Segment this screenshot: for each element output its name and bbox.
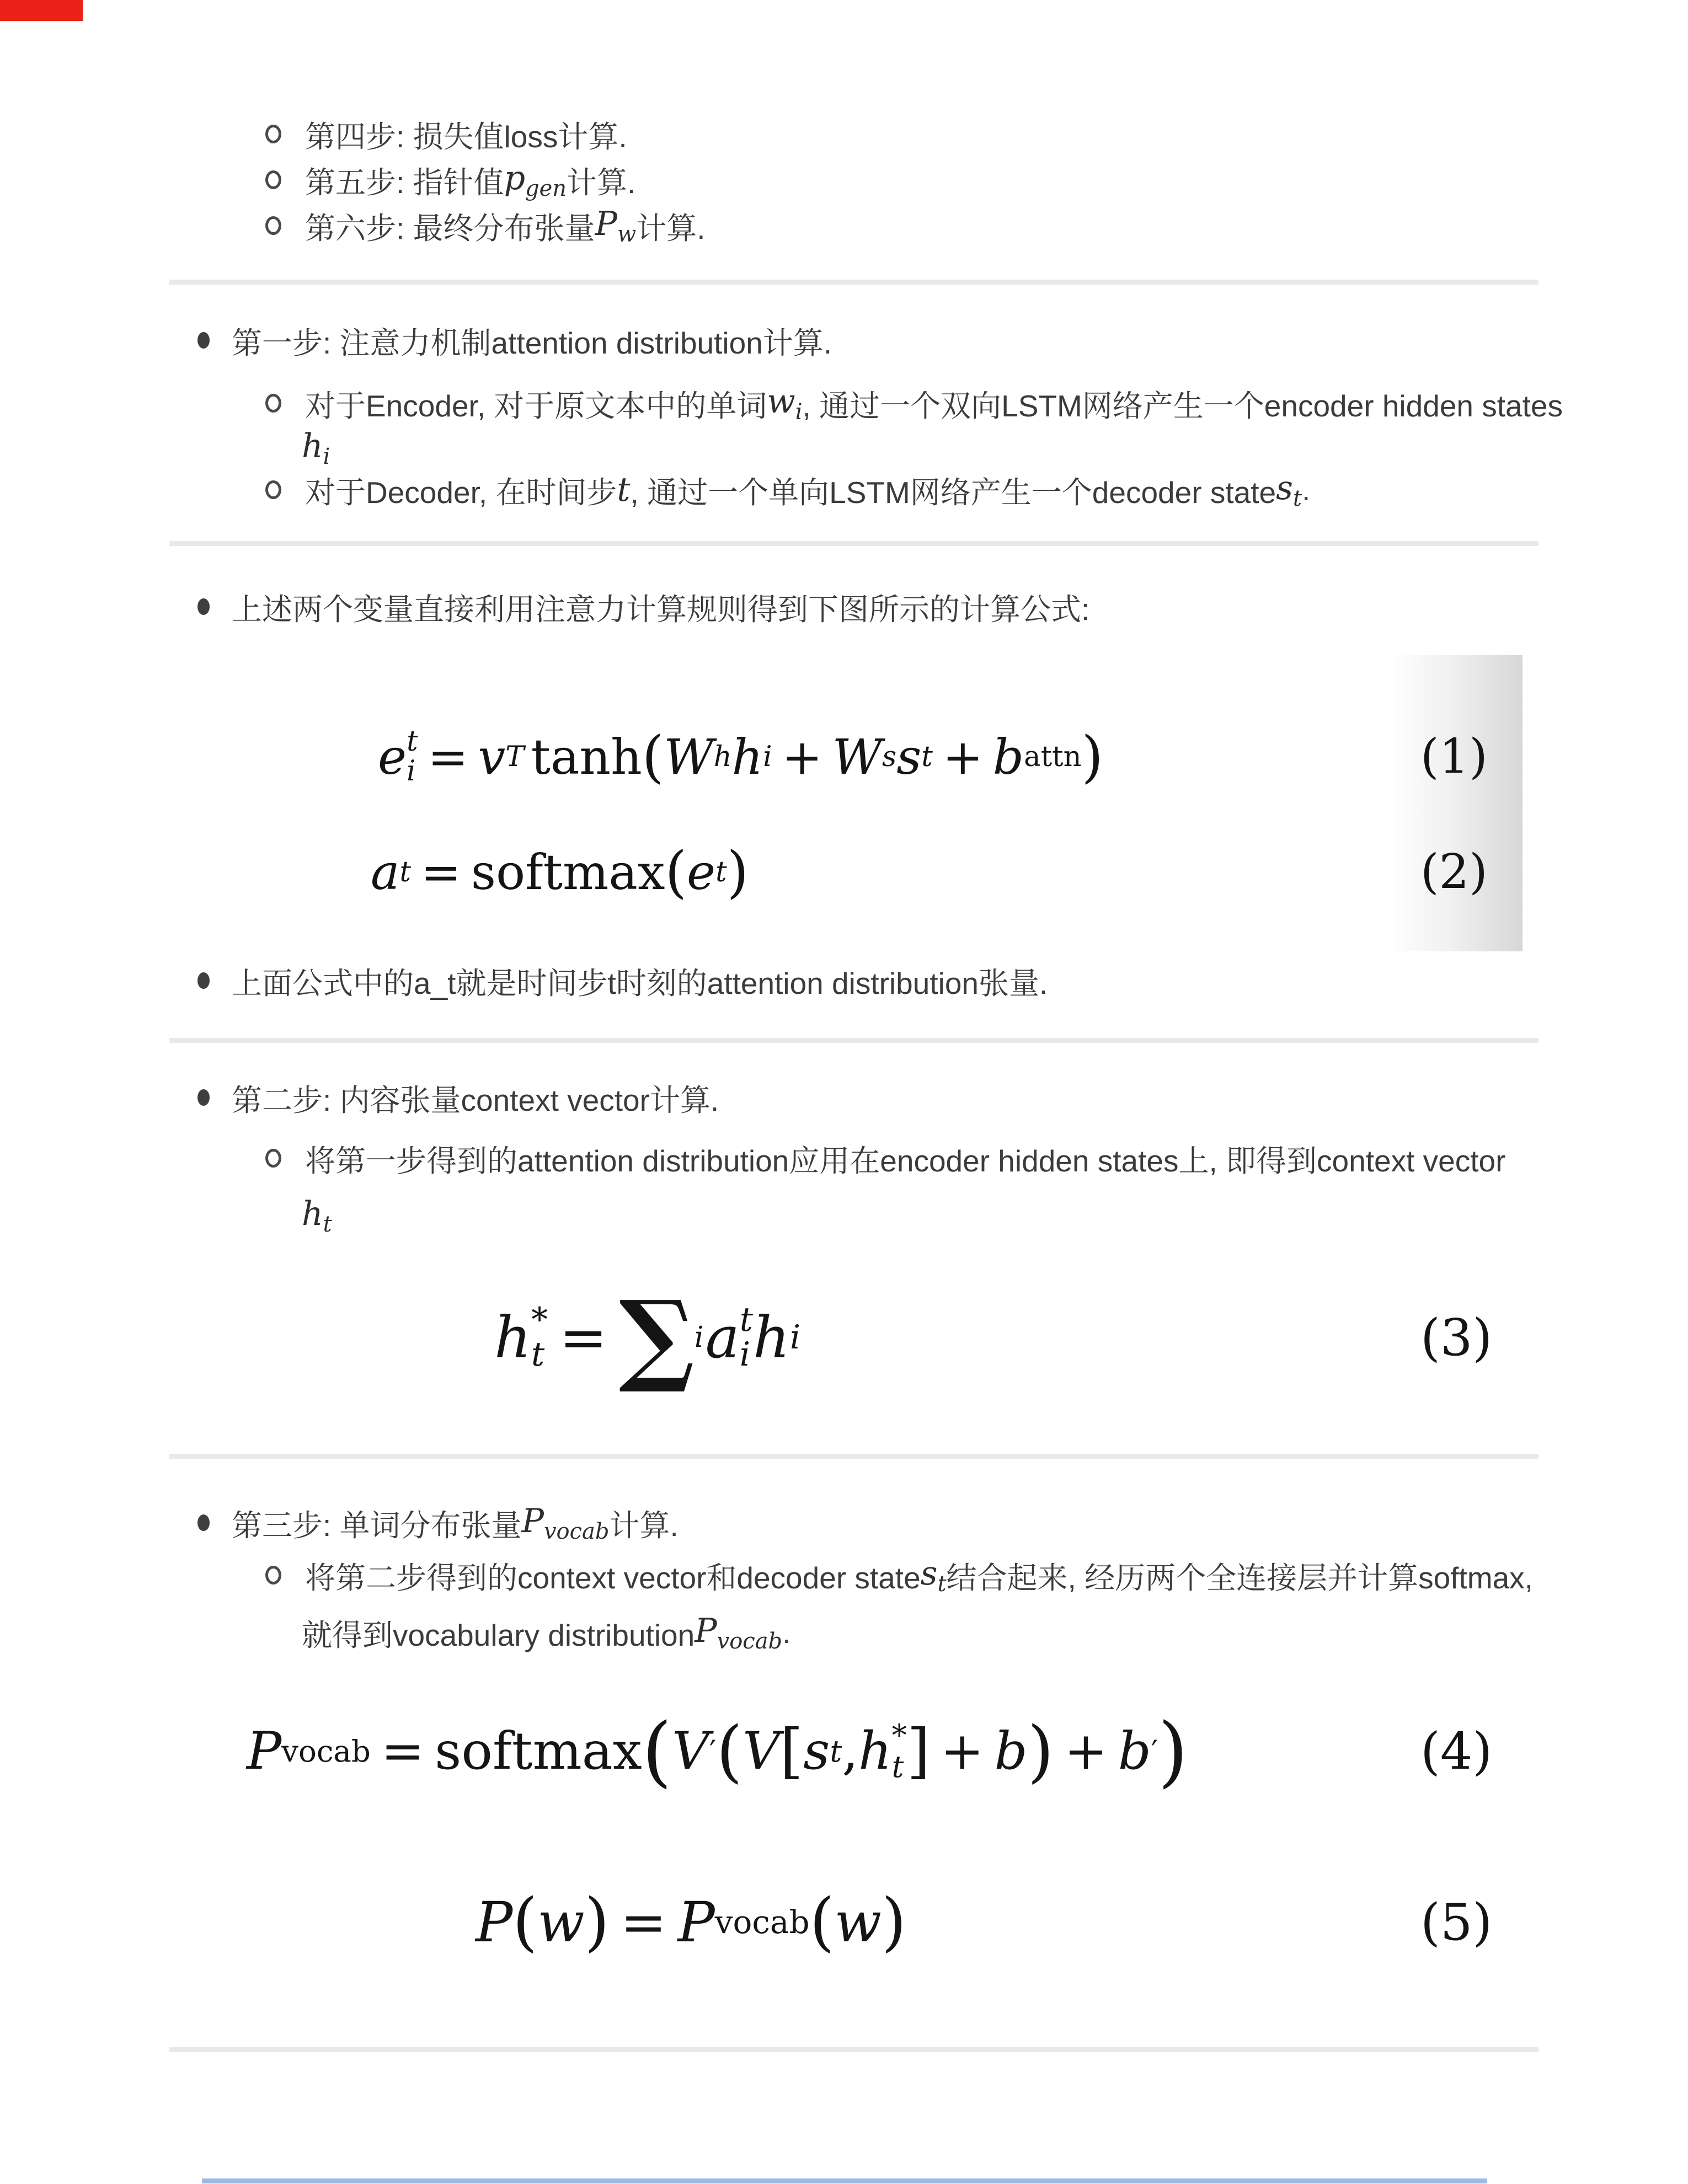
math-term: s xyxy=(803,1721,830,1781)
math-sub: i xyxy=(763,740,772,773)
step1-title: 第一步: 注意力机制attention distribution计算. xyxy=(232,325,832,360)
math-sub: vocab xyxy=(281,1733,371,1769)
inline-math: $p_{gen}$ xyxy=(504,158,567,201)
math-comma: , xyxy=(842,1721,859,1781)
math-term: a xyxy=(705,1304,740,1371)
math-term: s xyxy=(896,728,922,785)
divider xyxy=(169,280,1539,285)
encoder-text: 对于Encoder, 对于原文本中的单词 xyxy=(305,388,767,423)
math-supsub: t i xyxy=(739,1300,753,1374)
math-term: V xyxy=(742,1721,780,1781)
sigma-sum-icon: ∑ xyxy=(618,1278,695,1396)
list-item xyxy=(265,204,705,248)
math-operator: = xyxy=(381,1721,425,1781)
bullet-icon xyxy=(197,598,210,615)
decoder-text: . xyxy=(1301,473,1311,507)
hollow-bullet-icon xyxy=(265,170,281,189)
math-paren: ( xyxy=(716,1712,742,1790)
math-sub: h xyxy=(713,740,732,773)
math-term: w xyxy=(834,1889,882,1955)
step3-title: 计算. xyxy=(609,1508,679,1543)
math-sub: attn xyxy=(1024,740,1082,773)
math-term: V xyxy=(672,1721,709,1781)
math-operator: + xyxy=(940,1721,984,1781)
inline-math: $s_t$ xyxy=(920,1554,947,1597)
bottom-edge-line xyxy=(202,2178,1487,2183)
divider xyxy=(169,1038,1539,1043)
math-paren: ( xyxy=(665,839,687,904)
math-term: P xyxy=(247,1721,282,1781)
inline-math: $s_t$ xyxy=(1276,468,1302,511)
math-supsub: * t xyxy=(891,1717,907,1784)
step3-detail: 就得到vocabulary distribution xyxy=(302,1618,695,1652)
equation-3 xyxy=(0,1266,1688,1409)
math-term: a xyxy=(371,843,400,901)
step3-detail: . xyxy=(782,1615,791,1650)
math-operator: + xyxy=(942,728,984,785)
hollow-bullet-icon xyxy=(265,216,281,235)
math-term: h xyxy=(752,1304,790,1371)
inline-math: $P_w$ xyxy=(595,204,637,247)
list-item xyxy=(265,468,1310,512)
list-item xyxy=(197,1075,719,1120)
list-item xyxy=(197,959,1048,1003)
equation-number: (3) xyxy=(1420,1308,1493,1367)
math-term: v xyxy=(478,728,506,785)
math-operator: = xyxy=(620,1889,667,1955)
step3-title: 第三步: 单词分布张量 xyxy=(232,1508,522,1543)
math-term: b xyxy=(994,1721,1028,1781)
math-prime: ′ xyxy=(1151,1733,1158,1769)
list-item xyxy=(265,381,1563,425)
math-term: w xyxy=(537,1889,585,1955)
inline-math: $w_i$ xyxy=(767,382,803,425)
list-item xyxy=(265,1553,1533,1597)
math-paren: ) xyxy=(1027,1712,1054,1790)
divider xyxy=(169,1454,1539,1459)
math-prime: ′ xyxy=(709,1733,717,1769)
divider xyxy=(169,2047,1539,2052)
math-sub: s xyxy=(882,740,897,773)
math-paren: ( xyxy=(512,1885,538,1959)
list-item-text: 第五步: 指针值 xyxy=(305,165,504,200)
inline-math: t xyxy=(617,470,631,509)
math-paren: ( xyxy=(642,1706,672,1796)
math-term: W xyxy=(832,728,882,785)
equation-4 xyxy=(0,1685,1688,1817)
math-bracket: [ xyxy=(779,1716,804,1786)
note-text: 上面公式中的a_t就是时间步t时刻的attention distribution张量. xyxy=(232,966,1048,1000)
math-term: h xyxy=(494,1304,531,1371)
inline-math: $h_t$ xyxy=(302,1194,332,1237)
math-sub: vocab xyxy=(714,1903,810,1941)
math-operator: = xyxy=(428,728,468,785)
list-item-text: 第四步: 损失值loss计算. xyxy=(305,119,627,154)
step3-detail: 将第二步得到的context vector和decoder state xyxy=(305,1560,921,1595)
math-function: tanh xyxy=(531,728,642,785)
math-paren: ) xyxy=(584,1885,610,1959)
equation-2 xyxy=(0,811,1688,933)
math-function: softmax xyxy=(471,843,665,901)
decoder-text: , 通过一个单向LSTM网络产生一个decoder state xyxy=(630,475,1276,510)
math-term: e xyxy=(378,728,407,785)
equation-number: (2) xyxy=(1420,844,1488,900)
list-item xyxy=(265,112,627,156)
hollow-bullet-icon xyxy=(265,394,281,413)
list-item-text: 计算. xyxy=(567,165,636,200)
list-item xyxy=(197,1501,679,1545)
math-sup: T xyxy=(505,740,525,773)
hollow-bullet-icon xyxy=(265,480,281,499)
math-term: P xyxy=(476,1889,513,1955)
equation-1 xyxy=(0,696,1688,817)
math-sup: t xyxy=(399,855,411,888)
equation-number: (1) xyxy=(1420,729,1488,784)
math-paren: ) xyxy=(727,839,749,904)
list-item-text: 计算. xyxy=(636,211,706,245)
math-function: softmax xyxy=(435,1721,642,1781)
equation-number: (5) xyxy=(1420,1892,1493,1952)
hollow-bullet-icon xyxy=(265,125,281,143)
math-paren: ) xyxy=(882,1885,906,1959)
note-text: 上述两个变量直接利用注意力计算规则得到下图所示的计算公式: xyxy=(232,592,1090,627)
equation-5 xyxy=(0,1856,1688,1988)
math-paren: ) xyxy=(1158,1706,1188,1796)
inline-math: $P_{vocab}$ xyxy=(695,1611,783,1654)
bullet-icon xyxy=(197,332,210,349)
math-sub: i xyxy=(789,1318,801,1357)
hollow-bullet-icon xyxy=(265,1149,281,1168)
equation-number: (4) xyxy=(1420,1721,1493,1781)
step3-detail: 结合起来, 经历两个全连接层并计算softmax, xyxy=(946,1560,1533,1595)
math-supsub: * t xyxy=(531,1300,548,1374)
bullet-icon xyxy=(197,972,210,989)
list-item xyxy=(265,158,635,202)
list-item-text: 第六步: 最终分布张量 xyxy=(305,211,595,245)
math-term: b xyxy=(1118,1721,1151,1781)
record-indicator xyxy=(0,0,83,21)
math-bracket: ] xyxy=(906,1716,931,1786)
step2-title: 第二步: 内容张量context vector计算. xyxy=(232,1083,719,1117)
math-term: h xyxy=(858,1721,892,1781)
math-operator: = xyxy=(420,843,462,901)
math-paren: ( xyxy=(642,724,664,789)
math-term: P xyxy=(677,1889,715,1955)
math-operator: + xyxy=(782,728,822,785)
hollow-bullet-icon xyxy=(265,1566,281,1585)
decoder-text: 对于Decoder, 在时间步 xyxy=(305,475,617,510)
inline-math: $h_i$ xyxy=(302,426,330,469)
math-paren: ( xyxy=(809,1885,835,1959)
math-paren: ) xyxy=(1081,724,1103,789)
divider xyxy=(169,541,1539,546)
list-item-continuation xyxy=(302,1610,790,1655)
math-operator: + xyxy=(1064,1721,1108,1781)
step2-detail: 将第一步得到的attention distribution应用在encoder hidden states上, 即得到context vector xyxy=(305,1143,1506,1178)
list-item xyxy=(265,1136,1505,1180)
math-supsub: t i xyxy=(407,725,418,788)
math-operator: = xyxy=(559,1304,608,1371)
math-sub: t xyxy=(830,1733,842,1769)
list-item xyxy=(197,318,832,362)
inline-math: $P_{vocab}$ xyxy=(521,1501,610,1544)
list-item xyxy=(197,585,1089,629)
math-term: e xyxy=(687,843,716,901)
math-term: h xyxy=(731,728,763,785)
list-item-continuation xyxy=(302,426,330,470)
bullet-icon xyxy=(197,1514,210,1531)
math-sub: t xyxy=(921,740,933,773)
math-sub: i xyxy=(694,1321,704,1354)
bullet-icon xyxy=(197,1089,210,1106)
math-sup: t xyxy=(715,855,727,888)
encoder-text: , 通过一个双向LSTM网络产生一个encoder hidden states xyxy=(802,388,1563,423)
math-term: b xyxy=(992,728,1024,785)
math-term: W xyxy=(664,728,714,785)
list-item-continuation xyxy=(302,1193,332,1238)
